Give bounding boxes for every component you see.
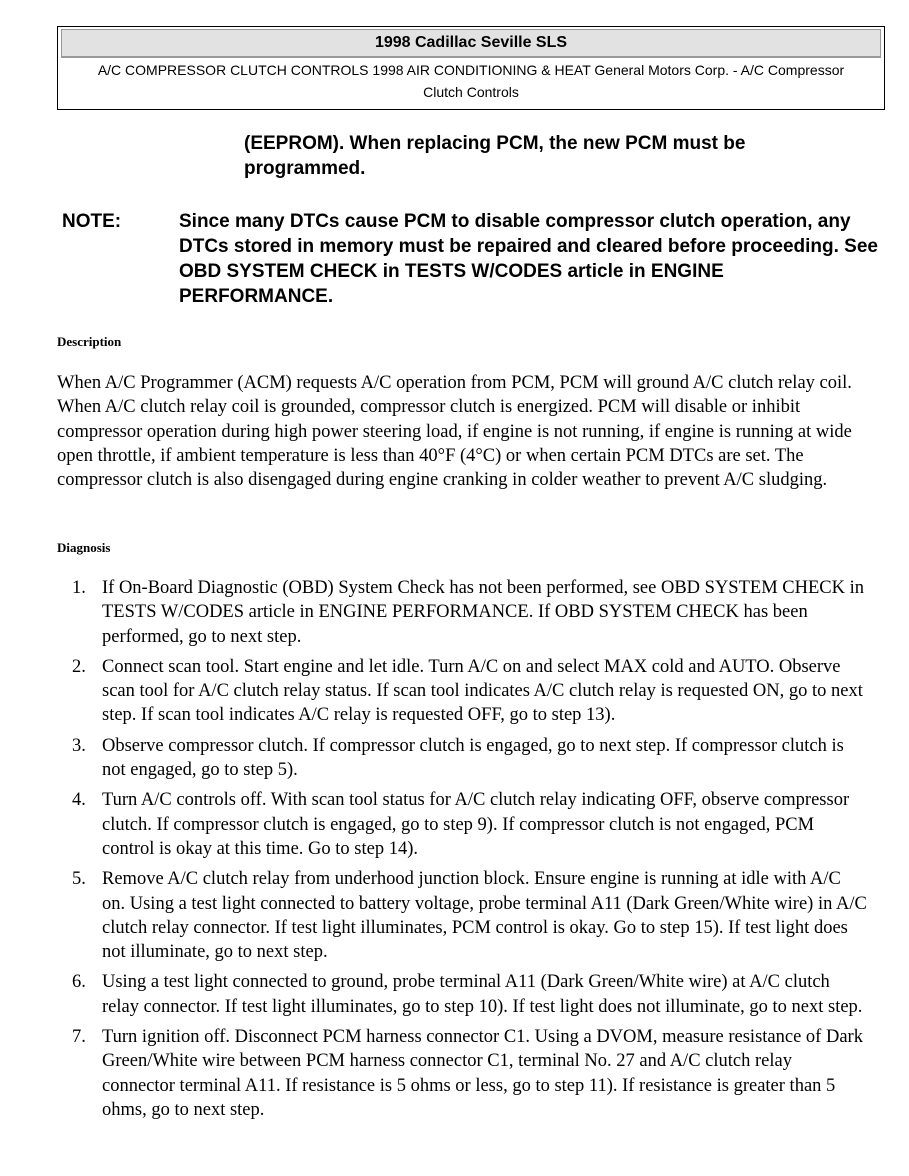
document-header	[57, 26, 885, 110]
step-text: Connect scan tool. Start engine and let idle. Turn A/C on and select MAX cold and AUTO. Observe scan tool for A/C clutch relay status. If scan tool indicates A/C clutch relay is requested ON, go to next step. If scan tool indicates A/C relay is requested OFF, go to step 13).	[102, 656, 863, 726]
step-number: 4.	[72, 790, 86, 811]
step-text: Observe compressor clutch. If compressor clutch is engaged, go to next step. If compressor clutch is not engaged, go to step 5).	[102, 735, 844, 781]
step-number: 3.	[72, 735, 86, 756]
note-label: NOTE:	[62, 211, 122, 232]
description-text: When A/C Programmer (ACM) requests A/C operation from PCM, PCM will ground A/C clutch relay coil. When A/C clutch relay coil is grounded, compressor clutch is energized. PCM will disable or inhibit compressor operation during high power steering load, if engine is not running, if engine is running at wide open throttle, if ambient temperature is less than 40°F (4°C) or when certain PCM DTCs are set. The compressor clutch is also disengaged during engine cranking in colder weather to prevent A/C sludging.	[57, 373, 852, 491]
diagnosis-steps	[57, 576, 867, 1128]
step-number: 6.	[72, 972, 86, 993]
step-text: If On-Board Diagnostic (OBD) System Check has not been performed, see OBD SYSTEM CHECK in TESTS W/CODES article in ENGINE PERFORMANCE. If OBD SYSTEM CHECK has been performed, go to next step.	[102, 578, 864, 647]
step-number: 7.	[72, 1027, 86, 1048]
diagnosis-step	[57, 867, 867, 964]
continued-note-text: (EEPROM). When replacing PCM, the new PCM must be programmed.	[244, 133, 746, 179]
step-number: 2.	[72, 656, 86, 677]
note-text: Since many DTCs cause PCM to disable compressor clutch operation, any DTCs stored in memory must be repaired and cleared before proceeding. See OBD SYSTEM CHECK in TESTS W/CODES article in ENGINE PERFORMANCE.	[179, 211, 878, 307]
diagnosis-step	[57, 788, 867, 861]
document-subtitle: A/C COMPRESSOR CLUTCH CONTROLS 1998 AIR CONDITIONING & HEAT General Motors Corp. - A/C Compressor Clutch Controls	[61, 57, 881, 103]
diagnosis-heading: Diagnosis	[57, 540, 111, 555]
step-number: 1.	[72, 578, 86, 598]
step-text: Turn A/C controls off. With scan tool status for A/C clutch relay indicating OFF, observe compressor clutch. If compressor clutch is engaged, go to step 9). If compressor clutch is not engaged, PCM control is okay at this time. Go to step 14).	[102, 790, 850, 859]
diagnosis-step	[57, 655, 867, 728]
diagnosis-step	[57, 734, 867, 783]
diagnosis-step	[57, 576, 867, 649]
description-heading: Description	[57, 334, 122, 349]
step-text: Remove A/C clutch relay from underhood junction block. Ensure engine is running at idle with A/C on. Using a test light connected to battery voltage, probe terminal A11 (Dark Green/White wire) in A/C clutch relay connector. If test light illuminates, PCM control is okay. Go to step 15). If test light does not illuminate, go to next step.	[102, 869, 867, 963]
diagnosis-step	[57, 1025, 867, 1122]
step-text: Turn ignition off. Disconnect PCM harness connector C1. Using a DVOM, measure resistance of Dark Green/White wire between PCM harness connector C1, terminal No. 27 and A/C clutch relay connector terminal A11. If resistance is 5 ohms or less, go to step 11). If resistance is greater than 5 ohms, go to next step.	[102, 1027, 863, 1120]
document-title: 1998 Cadillac Seville SLS	[61, 29, 881, 57]
diagnosis-step	[57, 970, 867, 1019]
step-text: Using a test light connected to ground, probe terminal A11 (Dark Green/White wire) at A/C clutch relay connector. If test light illuminates, go to step 10). If test light does not illuminate, go to next step.	[102, 972, 863, 1017]
step-number: 5.	[72, 869, 86, 890]
